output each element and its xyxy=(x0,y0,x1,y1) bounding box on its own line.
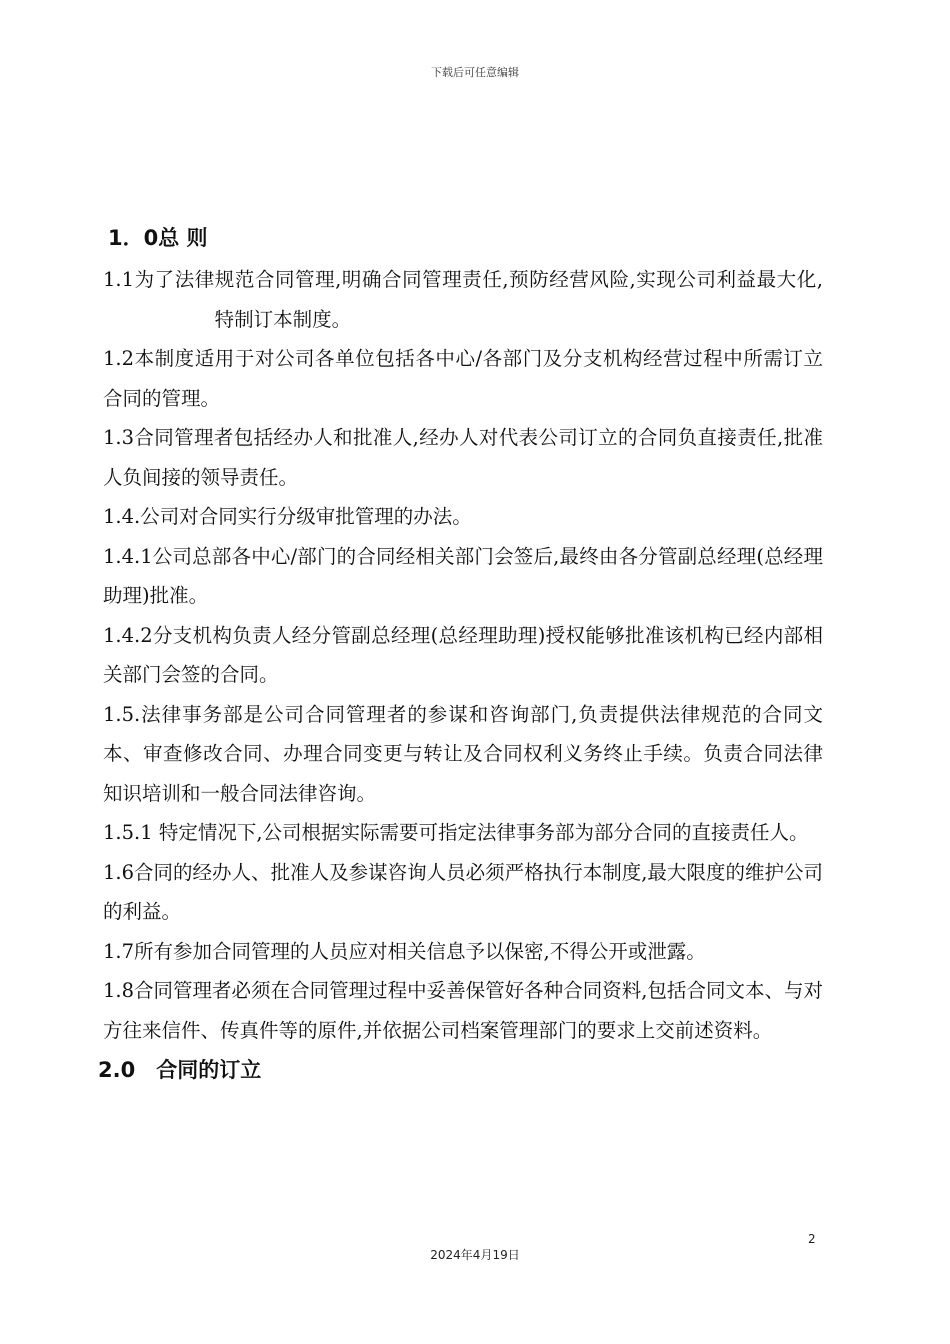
paragraph-1-4-1: 1.4.1公司总部各中心/部门的合同经相关部门会签后,最终由各分管副总经理(总经理助理)批准。 xyxy=(103,544,823,607)
paragraph-1-8: 1.8合同管理者必须在合同管理过程中妥善保管好各种合同资料,包括合同文本、与对方往来信件、传真件等的原件,并依据公司档案管理部门的要求上交前述资料。 xyxy=(103,979,823,1042)
paragraph-1-6: 1.6合同的经办人、批准人及参谋咨询人员必须严格执行本制度,最大限度的维护公司的利益。 xyxy=(103,860,823,923)
page-header: 下载后可任意编辑 xyxy=(431,66,519,79)
paragraph-1-1-gap xyxy=(103,308,215,331)
paragraph-1-1-text: 1.1为了法律规范合同管理,明确合同管理责任,预防经营风险,实现公司利益最大化, xyxy=(103,268,823,291)
paragraph-1-7: 1.7所有参加合同管理的人员应对相关信息予以保密,不得公开或泄露。 xyxy=(103,939,706,963)
paragraph-1-5-1: 1.5.1 特定情况下,公司根据实际需要可指定法律事务部为部分合同的直接责任人。 xyxy=(103,821,809,844)
document-body xyxy=(98,222,823,1086)
paragraph-1-1 xyxy=(103,260,823,339)
page-number: 2 xyxy=(808,1232,816,1246)
paragraph-1-4-2: 1.4.2分支机构负责人经分管副总经理(总经理助理)授权能够批准该机构已经内部相关部门会签的合同。 xyxy=(103,623,823,686)
section-1-heading: 1．0总 则 xyxy=(108,226,208,250)
paragraph-1-5: 1.5.法律事务部是公司合同管理者的参谋和咨询部门,负责提供法律规范的合同文本、审查修改合同、办理合同变更与转让及合同权利义务终止手续。负责合同法律知识培训和一般合同法律咨询。 xyxy=(103,702,823,805)
paragraph-1-1-tail: 特制订本制度。 xyxy=(214,307,352,331)
paragraph-1-2: 1.2本制度适用于对公司各单位包括各中心/各部门及分支机构经营过程中所需订立合同的管理。 xyxy=(103,347,823,410)
paragraph-1-3: 1.3合同管理者包括经办人和批准人,经办人对代表公司订立的合同负直接责任,批准人负间接的领导责任。 xyxy=(103,426,823,489)
footer-date: 2024年4月19日 xyxy=(430,1248,520,1262)
section-2-heading: 2.0 合同的订立 xyxy=(98,1058,262,1082)
paragraph-1-4: 1.4.公司对合同实行分级审批管理的办法。 xyxy=(103,505,472,528)
